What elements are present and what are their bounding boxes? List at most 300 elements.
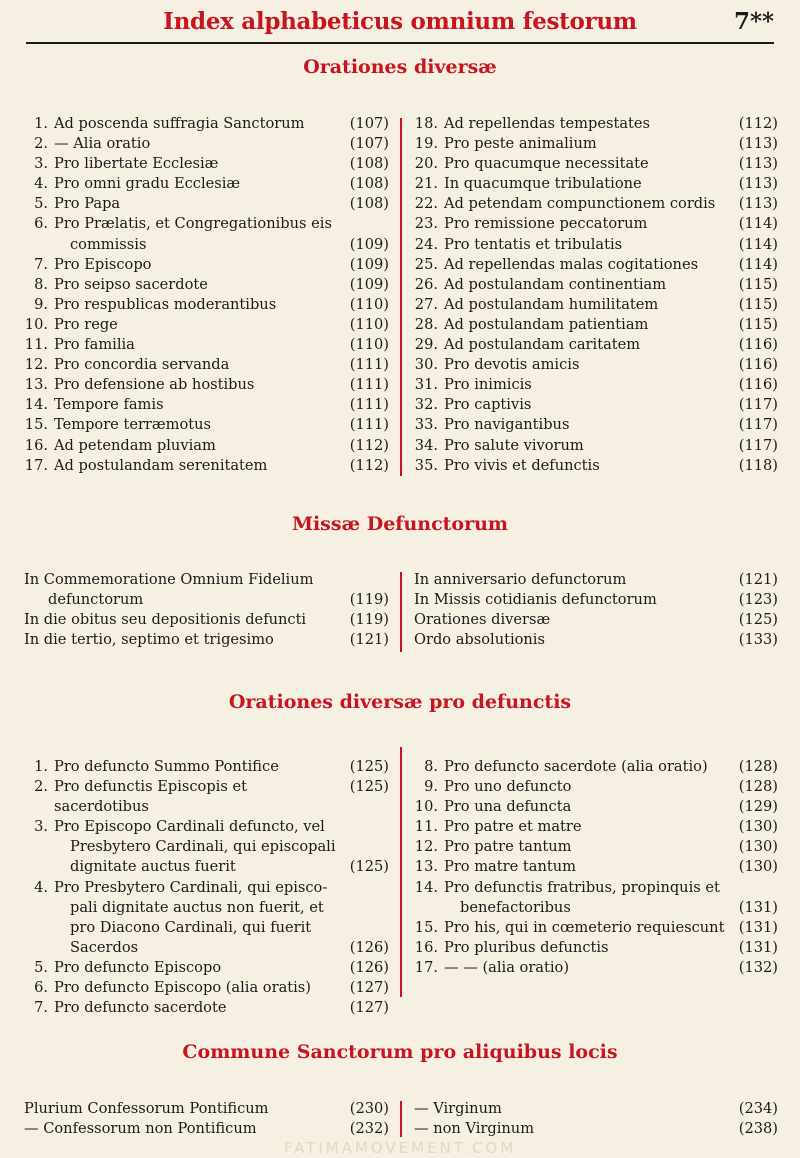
entry-number: 7. bbox=[34, 255, 48, 273]
entry-line bbox=[24, 630, 389, 650]
entry-line bbox=[414, 395, 778, 415]
entry-title: Ad postulandam caritatem bbox=[444, 336, 641, 354]
page-reference: (115) bbox=[738, 295, 778, 313]
entry-line bbox=[414, 817, 778, 837]
section-missae-defunctorum bbox=[24, 570, 778, 656]
entry-line bbox=[24, 857, 389, 877]
entry-title: Pro defuncto Episcopo (alia oratis) bbox=[54, 979, 311, 997]
index-entry bbox=[24, 630, 389, 650]
page-reference: (111) bbox=[349, 376, 389, 394]
left-column bbox=[24, 757, 389, 1018]
column-divider bbox=[400, 1101, 402, 1137]
entry-number: 35. bbox=[414, 456, 438, 474]
entry-continuation: defunctorum bbox=[48, 591, 144, 609]
entry-line bbox=[414, 355, 778, 375]
index-entry bbox=[414, 235, 778, 255]
page-reference: (111) bbox=[349, 416, 389, 434]
page-reference: (128) bbox=[738, 778, 778, 796]
entry-number: 21. bbox=[414, 175, 438, 193]
entry-line bbox=[24, 938, 389, 958]
entry-line bbox=[414, 1119, 778, 1139]
index-entry bbox=[24, 194, 389, 214]
entry-number: 27. bbox=[414, 295, 438, 313]
entry-title: Pro Episcopo Cardinali defuncto, vel bbox=[54, 818, 325, 836]
index-entry bbox=[414, 415, 778, 435]
entry-title: Pro concordia servanda bbox=[54, 356, 230, 374]
entry-title: Pro defuncto Summo Pontifice bbox=[54, 758, 279, 775]
page-reference: (125) bbox=[349, 758, 389, 775]
entry-line bbox=[24, 114, 389, 134]
entry-line bbox=[414, 295, 778, 315]
index-entry bbox=[414, 174, 778, 194]
entry-title: Pro navigantibus bbox=[444, 416, 570, 434]
entry-number: 1. bbox=[34, 758, 48, 775]
entry-title: Pro respublicas moderantibus bbox=[54, 295, 277, 313]
entry-line bbox=[414, 837, 778, 857]
entry-line bbox=[24, 837, 389, 857]
page-reference: (112) bbox=[738, 115, 778, 132]
entry-line bbox=[24, 415, 389, 435]
right-column bbox=[414, 757, 778, 978]
entry-line bbox=[414, 154, 778, 174]
page-reference: (232) bbox=[349, 1120, 389, 1138]
entry-line bbox=[414, 938, 778, 958]
page-reference: (125) bbox=[349, 778, 389, 796]
page-reference: (107) bbox=[349, 115, 389, 132]
left-column bbox=[24, 570, 389, 650]
index-entry bbox=[24, 1119, 389, 1139]
entry-line bbox=[414, 235, 778, 255]
entry-title: In anniversario defunctorum bbox=[414, 571, 627, 588]
entry-number: 2. bbox=[34, 778, 48, 796]
page-reference: (128) bbox=[738, 758, 778, 775]
index-entry bbox=[414, 355, 778, 375]
entry-line bbox=[24, 235, 389, 255]
page-reference: (114) bbox=[738, 215, 778, 233]
entry-continuation: pali dignitate auctus non fuerit, et bbox=[70, 898, 324, 916]
header-rule bbox=[26, 42, 774, 44]
entry-line bbox=[414, 570, 778, 590]
entry-title: Pro defuncto Episcopo bbox=[54, 958, 222, 976]
index-entry bbox=[24, 375, 389, 395]
entry-line bbox=[24, 610, 389, 630]
index-entry bbox=[24, 958, 389, 978]
entry-continuation: Presbytero Cardinali, qui episcopali bbox=[70, 838, 336, 856]
index-entry bbox=[24, 1099, 389, 1119]
page-reference: (117) bbox=[738, 396, 778, 414]
entry-line bbox=[414, 456, 778, 476]
entry-title: Pro rege bbox=[54, 315, 118, 333]
entry-number: 17. bbox=[24, 456, 48, 474]
left-column bbox=[24, 1099, 389, 1139]
index-entry bbox=[414, 395, 778, 415]
entry-number: 11. bbox=[24, 336, 48, 354]
entry-title: Pro salute vivorum bbox=[444, 436, 584, 454]
page-reference: (109) bbox=[349, 255, 389, 273]
entry-line bbox=[414, 375, 778, 395]
index-entry bbox=[414, 590, 778, 610]
entry-title: Pro quacumque necessitate bbox=[444, 155, 649, 173]
index-entry bbox=[24, 878, 389, 958]
entry-title: Pro Prælatis, et Congregationibus eis bbox=[54, 215, 332, 233]
page-reference: (114) bbox=[738, 235, 778, 253]
index-entry bbox=[414, 214, 778, 234]
index-entry bbox=[24, 174, 389, 194]
entry-line bbox=[414, 898, 778, 918]
entry-line bbox=[414, 114, 778, 134]
entry-title: Pro una defuncta bbox=[444, 798, 572, 816]
entry-number: 11. bbox=[414, 818, 438, 836]
section-commune-sanctorum bbox=[24, 1099, 778, 1143]
entry-line bbox=[414, 134, 778, 154]
entry-title: Orationes diversæ bbox=[414, 611, 551, 629]
entry-title: Pro Papa bbox=[54, 195, 121, 213]
page-reference: (116) bbox=[738, 336, 778, 354]
entry-line bbox=[24, 978, 389, 998]
entry-number: 17. bbox=[414, 958, 438, 976]
entry-number: 16. bbox=[414, 938, 438, 956]
page-reference: (127) bbox=[349, 979, 389, 997]
index-entry bbox=[24, 757, 389, 777]
entry-number: 34. bbox=[414, 436, 438, 454]
entry-title: Ad postulandam patientiam bbox=[444, 315, 649, 333]
entry-line bbox=[24, 134, 389, 154]
entry-number: 24. bbox=[414, 235, 438, 253]
entry-number: 15. bbox=[24, 416, 48, 434]
page-reference: (108) bbox=[349, 175, 389, 193]
page-reference: (114) bbox=[738, 255, 778, 273]
entry-title: Pro Presbytero Cardinali, qui episco- bbox=[54, 878, 328, 896]
entry-number: 16. bbox=[24, 436, 48, 454]
entry-line bbox=[414, 335, 778, 355]
index-entry bbox=[414, 335, 778, 355]
page-reference: (129) bbox=[738, 798, 778, 816]
index-entry bbox=[414, 255, 778, 275]
page-reference: (130) bbox=[738, 858, 778, 876]
entry-title: In quacumque tribulatione bbox=[444, 175, 642, 193]
entry-line bbox=[414, 174, 778, 194]
entry-number: 18. bbox=[414, 115, 438, 132]
index-entry bbox=[414, 958, 778, 978]
entry-title: — Alia oratio bbox=[54, 135, 151, 153]
page-reference: (109) bbox=[349, 275, 389, 293]
entry-line bbox=[24, 375, 389, 395]
entry-line bbox=[24, 817, 389, 837]
page-reference: (230) bbox=[349, 1100, 389, 1117]
entry-line bbox=[24, 570, 389, 590]
entry-title: Ad postulandam humilitatem bbox=[444, 295, 659, 313]
entry-line bbox=[414, 857, 778, 877]
index-entry bbox=[414, 134, 778, 154]
index-entry bbox=[24, 134, 389, 154]
entry-title: Pro seipso sacerdote bbox=[54, 275, 208, 293]
page-header bbox=[26, 8, 774, 44]
entry-line bbox=[414, 757, 778, 777]
entry-title: Pro Episcopo bbox=[54, 255, 152, 273]
entry-line bbox=[414, 878, 778, 898]
section-title-orationes-diversae: Orationes diversæ bbox=[303, 56, 497, 78]
index-entry bbox=[414, 918, 778, 938]
entry-title: — Virginum bbox=[414, 1100, 502, 1117]
entry-title: Pro his, qui in cœmeterio requiescunt bbox=[444, 918, 725, 936]
entry-line bbox=[24, 918, 389, 938]
entry-number: 6. bbox=[34, 215, 48, 233]
right-column bbox=[414, 570, 778, 650]
page-reference: (125) bbox=[738, 611, 778, 629]
entry-line bbox=[414, 590, 778, 610]
entry-title: Pro defunctis fratribus, propinquis et bbox=[444, 878, 720, 896]
index-entry bbox=[414, 194, 778, 214]
entry-number: 13. bbox=[24, 376, 48, 394]
page-reference: (116) bbox=[738, 356, 778, 374]
entry-number: 20. bbox=[414, 155, 438, 173]
entry-line bbox=[24, 315, 389, 335]
entry-line bbox=[414, 918, 778, 938]
index-entry bbox=[414, 630, 778, 650]
page-reference: (111) bbox=[349, 356, 389, 374]
entry-title: Ad repellendas tempestates bbox=[444, 115, 651, 132]
index-entry bbox=[24, 154, 389, 174]
entry-number: 8. bbox=[34, 275, 48, 293]
page-reference: (117) bbox=[738, 436, 778, 454]
index-entry bbox=[414, 777, 778, 797]
page-reference: (108) bbox=[349, 155, 389, 173]
left-column bbox=[24, 114, 389, 476]
entry-line bbox=[414, 275, 778, 295]
entry-line bbox=[414, 255, 778, 275]
index-entry bbox=[414, 154, 778, 174]
index-entry bbox=[24, 436, 389, 456]
entry-title: Pro inimicis bbox=[444, 376, 532, 394]
entry-title: Pro devotis amicis bbox=[444, 356, 580, 374]
index-entry bbox=[24, 777, 389, 817]
entry-number: 3. bbox=[34, 155, 48, 173]
index-entry bbox=[414, 817, 778, 837]
section-orationes-diversae bbox=[24, 114, 778, 480]
right-column bbox=[414, 1099, 778, 1139]
entry-title: Pro tentatis et tribulatis bbox=[444, 235, 623, 253]
entry-line bbox=[24, 958, 389, 978]
entry-number: 23. bbox=[414, 215, 438, 233]
entry-title: In Missis cotidianis defunctorum bbox=[414, 591, 657, 609]
entry-line bbox=[414, 797, 778, 817]
index-entry bbox=[24, 275, 389, 295]
entry-line bbox=[414, 436, 778, 456]
entry-number: 3. bbox=[34, 818, 48, 836]
entry-title: Pro defuncto sacerdote bbox=[54, 999, 227, 1017]
index-entry bbox=[414, 610, 778, 630]
entry-title: Ad postulandam serenitatem bbox=[54, 456, 268, 474]
entry-line bbox=[414, 610, 778, 630]
entry-title: Pro patre tantum bbox=[444, 838, 572, 856]
entry-title: — Confessorum non Pontificum bbox=[24, 1120, 257, 1138]
entry-number: 14. bbox=[24, 396, 48, 414]
index-entry bbox=[24, 415, 389, 435]
page-reference: (121) bbox=[738, 571, 778, 588]
entry-number: 8. bbox=[424, 758, 438, 775]
page-reference: (111) bbox=[349, 396, 389, 414]
page-reference: (119) bbox=[349, 591, 389, 609]
entry-number: 22. bbox=[414, 195, 438, 213]
entry-line bbox=[414, 315, 778, 335]
entry-title: Pro peste animalium bbox=[444, 135, 597, 153]
entry-title: Pro vivis et defunctis bbox=[444, 456, 600, 474]
entry-number: 10. bbox=[24, 315, 48, 333]
entry-number: 12. bbox=[24, 356, 48, 374]
entry-number: 7. bbox=[34, 999, 48, 1017]
entry-title: Pro captivis bbox=[444, 396, 532, 414]
page-reference: (130) bbox=[738, 818, 778, 836]
entry-line bbox=[24, 255, 389, 275]
entry-line bbox=[414, 777, 778, 797]
column-divider bbox=[400, 747, 402, 997]
entry-line bbox=[24, 757, 389, 777]
entry-number: 9. bbox=[424, 778, 438, 796]
entry-line bbox=[24, 998, 389, 1018]
index-entry bbox=[24, 335, 389, 355]
page-reference: (126) bbox=[349, 938, 389, 956]
page-reference: (133) bbox=[738, 631, 778, 649]
index-entry bbox=[24, 456, 389, 476]
entry-title: Pro pluribus defunctis bbox=[444, 938, 609, 956]
page-reference: (119) bbox=[349, 611, 389, 629]
entry-line bbox=[414, 415, 778, 435]
entry-line bbox=[24, 777, 389, 817]
index-entry bbox=[414, 837, 778, 857]
entry-line bbox=[24, 154, 389, 174]
entry-title: Ad postulandam continentiam bbox=[444, 275, 667, 293]
page-reference: (109) bbox=[349, 235, 389, 253]
index-entry bbox=[414, 938, 778, 958]
entry-line bbox=[24, 335, 389, 355]
entry-number: 1. bbox=[34, 115, 48, 132]
entry-line bbox=[24, 295, 389, 315]
entry-line bbox=[414, 630, 778, 650]
page-reference: (127) bbox=[349, 999, 389, 1017]
entry-continuation: benefactoribus bbox=[460, 898, 571, 916]
page-reference: (130) bbox=[738, 838, 778, 856]
section-orationes-pro-defunctis bbox=[24, 757, 778, 1017]
index-entry bbox=[24, 395, 389, 415]
entry-number: 31. bbox=[414, 376, 438, 394]
page-reference: (118) bbox=[738, 456, 778, 474]
entry-title: — — (alia oratio) bbox=[444, 958, 570, 976]
page-reference: (113) bbox=[738, 155, 778, 173]
page-reference: (234) bbox=[738, 1100, 778, 1117]
entry-title: Pro matre tantum bbox=[444, 858, 576, 876]
entry-line bbox=[24, 1119, 389, 1139]
index-entry bbox=[24, 214, 389, 254]
page-reference: (110) bbox=[349, 315, 389, 333]
entry-number: 6. bbox=[34, 979, 48, 997]
entry-line bbox=[24, 456, 389, 476]
index-entry bbox=[414, 757, 778, 777]
entry-line bbox=[24, 436, 389, 456]
page-reference: (112) bbox=[349, 456, 389, 474]
page-number: 7** bbox=[733, 8, 774, 35]
index-entry bbox=[414, 295, 778, 315]
index-entry bbox=[414, 114, 778, 134]
entry-title: In die tertio, septimo et trigesimo bbox=[24, 631, 274, 649]
entry-number: 33. bbox=[414, 416, 438, 434]
page-reference: (113) bbox=[738, 175, 778, 193]
entry-continuation: dignitate auctus fuerit bbox=[70, 858, 236, 876]
page-reference: (108) bbox=[349, 195, 389, 213]
column-divider bbox=[400, 118, 402, 476]
entry-title: Tempore terræmotus bbox=[54, 416, 212, 434]
index-entry bbox=[414, 315, 778, 335]
entry-line bbox=[24, 1099, 389, 1119]
entry-number: 14. bbox=[414, 878, 438, 896]
entry-number: 19. bbox=[414, 135, 438, 153]
entry-title: — non Virginum bbox=[414, 1120, 535, 1138]
entry-line bbox=[414, 214, 778, 234]
entry-line bbox=[414, 958, 778, 978]
page-reference: (126) bbox=[349, 958, 389, 976]
entry-number: 10. bbox=[414, 798, 438, 816]
entry-title: Pro uno defuncto bbox=[444, 778, 572, 796]
entry-number: 12. bbox=[414, 838, 438, 856]
entry-number: 28. bbox=[414, 315, 438, 333]
entry-title: Pro defunctis Episcopis et sacerdotibus bbox=[54, 778, 247, 816]
page-reference: (115) bbox=[738, 315, 778, 333]
section-title-commune-sanctorum: Commune Sanctorum pro aliquibus locis bbox=[182, 1041, 618, 1063]
entry-line bbox=[24, 878, 389, 898]
entry-title: Pro patre et matre bbox=[444, 818, 582, 836]
index-entry bbox=[414, 1099, 778, 1119]
page-reference: (131) bbox=[738, 898, 778, 916]
index-entry bbox=[414, 375, 778, 395]
section-title-orationes-pro-defunctis: Orationes diversæ pro defunctis bbox=[228, 691, 572, 713]
page-reference: (125) bbox=[349, 858, 389, 876]
entry-title: In die obitus seu depositionis defuncti bbox=[24, 611, 307, 629]
entry-title: Pro defuncto sacerdote (alia oratio) bbox=[444, 758, 708, 775]
column-divider bbox=[400, 572, 402, 652]
page-reference: (116) bbox=[738, 376, 778, 394]
index-entry bbox=[24, 355, 389, 375]
index-entry bbox=[24, 817, 389, 877]
entry-line bbox=[24, 194, 389, 214]
entry-number: 4. bbox=[34, 878, 48, 896]
index-entry bbox=[414, 456, 778, 476]
entry-line bbox=[24, 174, 389, 194]
entry-line bbox=[414, 1099, 778, 1119]
entry-title: Plurium Confessorum Pontificum bbox=[24, 1100, 269, 1117]
page-reference: (113) bbox=[738, 195, 778, 213]
entry-line bbox=[24, 898, 389, 918]
entry-number: 4. bbox=[34, 175, 48, 193]
page-reference: (123) bbox=[738, 591, 778, 609]
page-reference: (121) bbox=[349, 631, 389, 649]
page-reference: (132) bbox=[738, 958, 778, 976]
page-reference: (131) bbox=[738, 938, 778, 956]
entry-title: Ad petendam compunctionem cordis bbox=[444, 195, 716, 213]
index-entry bbox=[24, 255, 389, 275]
index-entry bbox=[24, 998, 389, 1018]
watermark: FATIMAMOVEMENT.COM bbox=[283, 1139, 517, 1157]
entry-title: Ad poscenda suffragia Sanctorum bbox=[54, 115, 305, 132]
entry-number: 9. bbox=[34, 295, 48, 313]
page-reference: (110) bbox=[349, 295, 389, 313]
entry-title: Ad repellendas malas cogitationes bbox=[444, 255, 699, 273]
index-entry bbox=[414, 1119, 778, 1139]
right-column bbox=[414, 114, 778, 476]
entry-title: Pro defensione ab hostibus bbox=[54, 376, 255, 394]
entry-line bbox=[24, 590, 389, 610]
index-entry bbox=[24, 315, 389, 335]
page-title: Index alphabeticus omnium festorum bbox=[163, 8, 637, 35]
entry-continuation: commissis bbox=[70, 235, 147, 253]
